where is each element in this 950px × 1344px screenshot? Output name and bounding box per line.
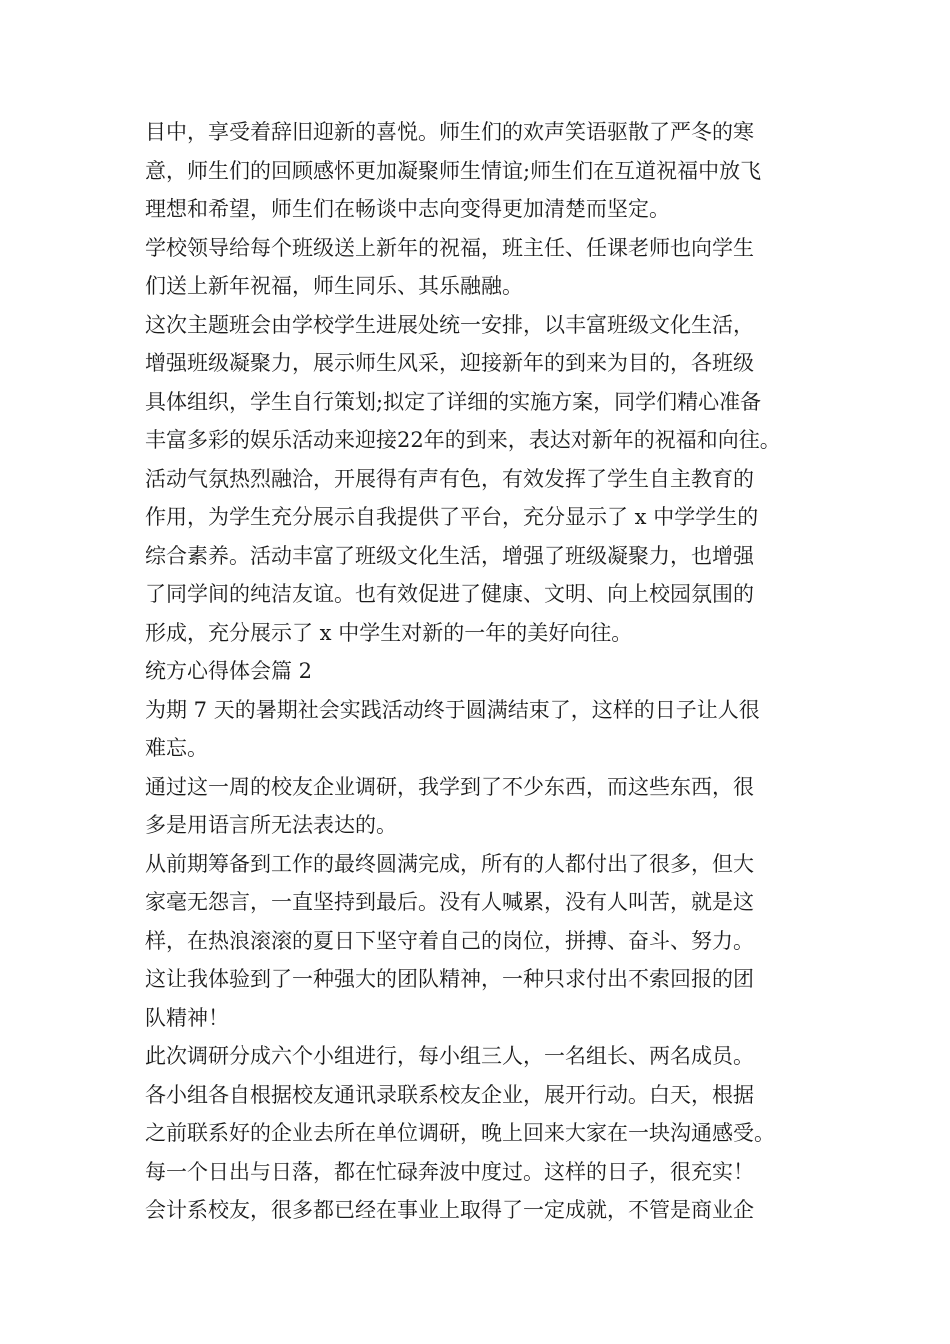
paragraph <box>145 306 825 460</box>
paragraph <box>145 113 825 229</box>
text-line: 综合素养。活动丰富了班级文化生活，增强了班级凝聚力，也增强 <box>145 543 754 568</box>
text-line: 这让我体验到了一种强大的团队精神，一种只求付出不索回报的团 <box>145 967 754 991</box>
paragraph <box>145 229 825 306</box>
paragraph <box>145 1153 825 1192</box>
text-line: 会计系校友，很多都已经在事业上取得了一定成就，不管是商业企 <box>145 1198 754 1222</box>
document-body <box>145 113 825 1230</box>
text-line: 们送上新年祝福，师生同乐、其乐融融。 <box>145 274 523 298</box>
text-line: 多是用语言所无法表达的。 <box>145 813 397 837</box>
text-line: 通过这一周的校友企业调研，我学到了不少东西，而这些东西，很 <box>145 774 754 799</box>
text-line: 难忘。 <box>145 736 208 760</box>
text-line: 丰富多彩的娱乐活动来迎接22年的到来，表达对新年的祝福和向往。 <box>145 428 781 452</box>
text-line: 各小组各自根据校友通讯录联系校友企业，展开行动。白天，根据 <box>145 1082 754 1107</box>
paragraph <box>145 691 825 768</box>
paragraph <box>145 1191 825 1230</box>
text-line: 理想和希望，师生们在畅谈中志向变得更加清楚而坚定。 <box>145 197 670 221</box>
text-line: 目中，享受着辞旧迎新的喜悦。师生们的欢声笑语驱散了严冬的寒 <box>145 120 754 144</box>
text-line: 活动气氛热烈融洽，开展得有声有色，有效发挥了学生自主教育的 <box>145 466 754 491</box>
text-line: 增强班级凝聚力，展示师生风采，迎接新年的到来为目的，各班级 <box>145 351 754 375</box>
text-line: 了同学间的纯洁友谊。也有效促进了健康、文明、向上校园氛围的 <box>145 582 754 606</box>
paragraph <box>145 1037 825 1076</box>
text-line: 从前期筹备到工作的最终圆满完成，所有的人都付出了很多，但大 <box>145 851 754 876</box>
text-line: 这次主题班会由学校学生进展处统一安排，以丰富班级文化生活， <box>145 312 754 337</box>
text-line: 意，师生们的回顾感怀更加凝聚师生情谊;师生们在互道祝福中放飞 <box>145 158 762 183</box>
text-line: 队精神！ <box>145 1005 229 1030</box>
text-line: 作用，为学生充分展示自我提供了平台，充分显示了 x 中学学生的 <box>145 505 759 529</box>
text-line: 为期 7 天的暑期社会实践活动终于圆满结束了，这样的日子让人很 <box>145 697 760 722</box>
text-line: 样，在热浪滚滚的夏日下坚守着自己的岗位，拼搏、奋斗、努力。 <box>145 928 754 953</box>
text-line: 统方心得体会篇 2 <box>145 659 313 683</box>
paragraph <box>145 1076 825 1153</box>
text-line: 每一个日出与日落，都在忙碌奔波中度过。这样的日子，很充实！ <box>145 1159 754 1184</box>
paragraph <box>145 768 825 845</box>
paragraph <box>145 845 825 961</box>
text-line: 之前联系好的企业去所在单位调研，晚上回来大家在一块沟通感受。 <box>145 1121 775 1145</box>
text-line: 家毫无怨言，一直坚持到最后。没有人喊累，没有人叫苦，就是这 <box>145 890 754 914</box>
text-line: 学校领导给每个班级送上新年的祝福，班主任、任课老师也向学生 <box>145 235 754 260</box>
text-line: 此次调研分成六个小组进行，每小组三人，一名组长、两名成员。 <box>145 1044 754 1068</box>
paragraph <box>145 460 825 653</box>
paragraph <box>145 960 825 1037</box>
text-line: 形成，充分展示了 x 中学生对新的一年的美好向往。 <box>145 620 633 645</box>
text-line: 具体组织，学生自行策划;拟定了详细的实施方案，同学们精心准备 <box>145 389 762 414</box>
paragraph <box>145 652 825 691</box>
